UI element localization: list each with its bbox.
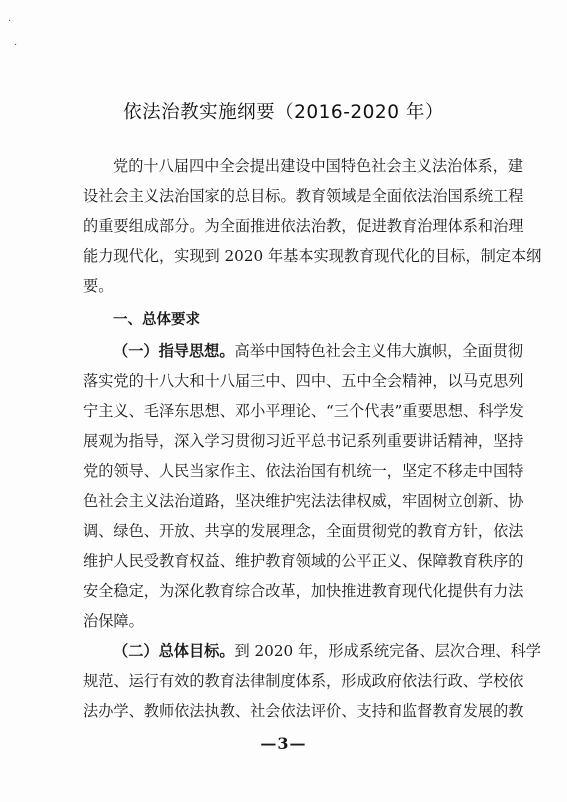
paragraph-text: 到 2020 年，形成系统完备、层次合理、科学: [234, 642, 541, 660]
paragraph-label: （二）总体目标。: [113, 642, 235, 660]
paragraph-line: 展观为指导，深入学习贯彻习近平总书记系列重要讲话精神，坚持: [83, 432, 524, 450]
preamble-line: 的重要组成部分。为全面推进依法治教，促进教育治理体系和治理: [83, 217, 524, 235]
paragraph-line: 维护人民受教育权益、维护教育领域的公平正义、保障教育秩序的: [83, 552, 524, 570]
paragraph-line: [113, 340, 524, 366]
page-number: —3—: [260, 734, 307, 753]
paragraph-line: 落实党的十八大和十八届三中、四中、五中全会精神，以马克思列: [83, 372, 524, 390]
paragraph-label: （一）指导思想。: [113, 342, 235, 360]
scan-speck: ·: [14, 40, 18, 51]
preamble-line: 党的十八届四中全会提出建设中国特色社会主义法治体系，建: [113, 157, 524, 175]
paragraph-line: 宁主义、毛泽东思想、邓小平理论、“三个代表”重要思想、科学发: [83, 402, 524, 420]
paragraph-line: [113, 640, 541, 666]
paragraph-line: 安全稳定，为深化教育综合改革，加快推进教育现代化提供有力法: [83, 582, 524, 600]
paragraph-line: 法办学、教师依法执教、社会依法评价、支持和监督教育发展的教: [83, 702, 524, 720]
scan-speck: ·: [8, 16, 12, 27]
paragraph-line: 色社会主义法治道路，坚决维护宪法法律权威，牢固树立创新、协: [83, 492, 524, 510]
section-heading: 一、总体要求: [113, 312, 200, 328]
document-title: 依法治教实施纲要（2016-2020 年）: [123, 102, 444, 123]
paragraph-line: 党的领导、人民当家作主、依法治国有机统一，坚定不移走中国特: [83, 462, 524, 480]
paragraph-line: 调、绿色、开放、共享的发展理念，全面贯彻党的教育方针，依法: [83, 522, 524, 540]
paragraph-line: 治保障。: [83, 612, 144, 630]
paragraph-text: 高举中国特色社会主义伟大旗帜，全面贯彻: [234, 342, 524, 360]
preamble-line: 设社会主义法治国家的总目标。教育领域是全面依法治国系统工程: [83, 187, 524, 205]
preamble-line: 要。: [83, 277, 114, 295]
preamble-line: 能力现代化，实现到 2020 年基本实现教育现代化的目标，制定本纲: [83, 247, 542, 265]
paragraph-line: 规范、运行有效的教育法律制度体系，形成政府依法行政、学校依: [83, 672, 524, 690]
